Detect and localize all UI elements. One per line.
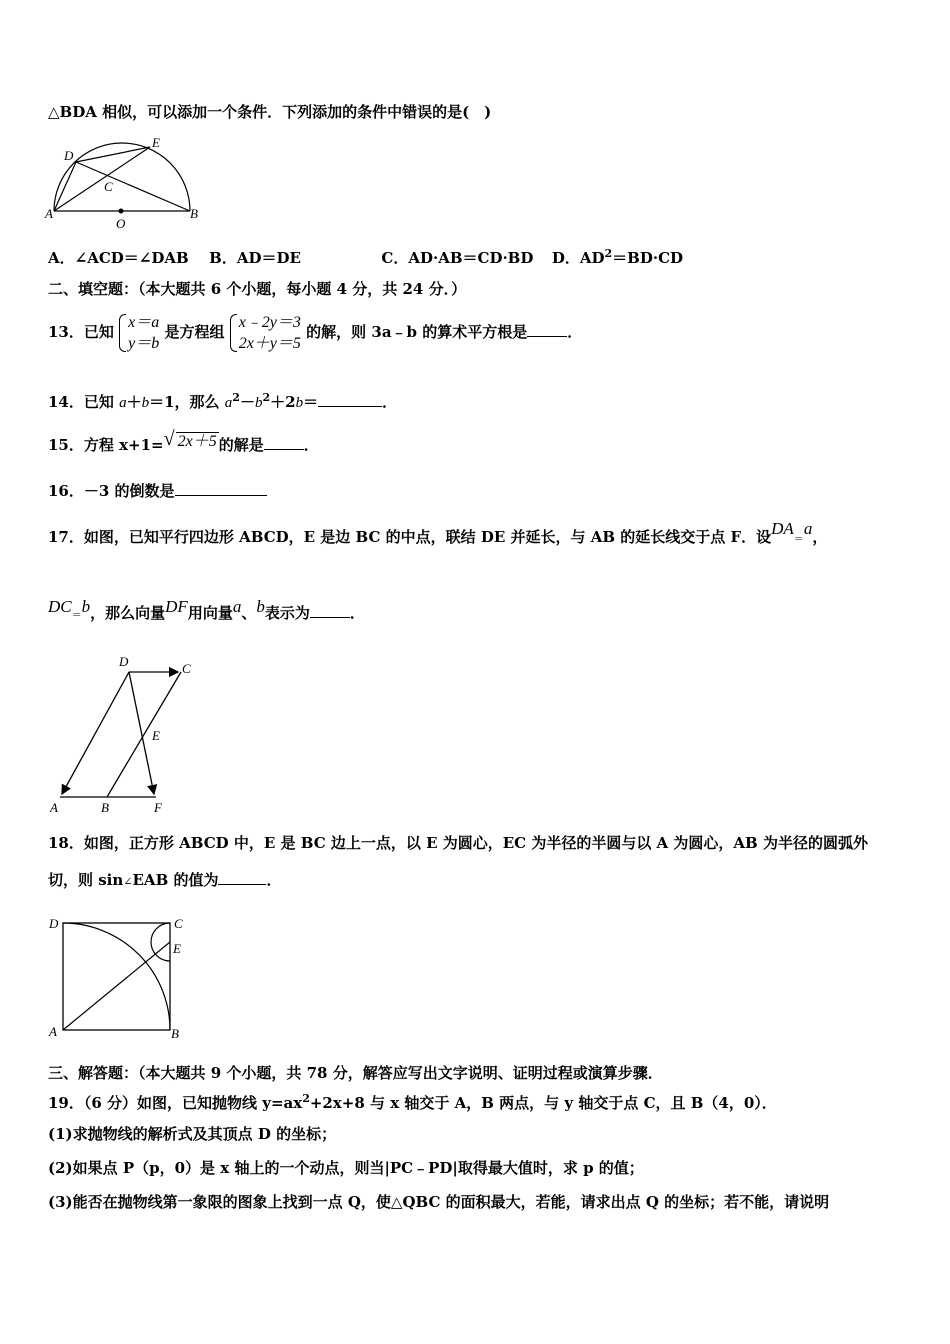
- q12-figure: [44, 138, 204, 230]
- option-b: B．AD＝DE: [209, 249, 301, 267]
- solution-system: x＝a y＝b: [119, 312, 159, 354]
- label-b: B: [101, 800, 109, 815]
- section2-heading: 二、填空题：（本大题共 6 个小题，每小题 4 分，共 24 分．）: [48, 280, 467, 298]
- q19-part2: (2)如果点 P（p，0）是 x 轴上的一个动点，则当|PC﹣PD|取得最大值时，求 p 的值；: [48, 1159, 644, 1177]
- label-e: E: [152, 138, 160, 150]
- q19-stem: 19．（6 分）如图，已知抛物线 $y=ax^2+2x+8$ 与 x 轴交于 A，B 两点，与 y 轴交于点 C，且 B（4，0）．: [48, 1092, 777, 1112]
- equation-system: x﹣2y＝3 2x＋y＝5: [230, 312, 301, 354]
- square-root: √ 2x＋5: [163, 428, 217, 450]
- label-e: E: [152, 728, 160, 743]
- q18-figure: [44, 908, 194, 1040]
- q13: 13．已知 x＝a y＝b 是方程组 x﹣2y＝3 2x＋y＝5 的解，则 3a﹣b 的算术平方根是 ．: [48, 314, 583, 352]
- label-f: F: [154, 800, 162, 815]
- vector-df-arrow: [129, 672, 154, 794]
- square-abcd: [63, 923, 170, 1030]
- segment-ae: [63, 942, 170, 1030]
- label-a: A: [49, 1024, 57, 1039]
- section3-heading: 三、解答题：（本大题共 9 个小题，共 78 分，解答应写出文字说明、证明过程或演算步骤．: [48, 1064, 663, 1082]
- q17-line1: 17．如图，已知平行四边形 ABCD，E 是边 BC 的中点，联结 DE 并延长，与 AB 的延长线交于点 F．设DA＝a，: [48, 519, 828, 546]
- label-c: C: [174, 916, 183, 931]
- center-o-dot: [119, 209, 124, 214]
- vector-df: DF: [165, 597, 188, 616]
- label-c: C: [182, 661, 191, 676]
- label-b: B: [190, 206, 198, 221]
- q18-line1: 18．如图，正方形 ABCD 中，E 是 BC 边上一点，以 E 为圆心，EC 为半径的半圆与以 A 为圆心，AB 为半径的圆弧外: [48, 834, 868, 852]
- q18-line2: 切，则 sin∠EAB 的值为 ．: [48, 871, 282, 889]
- label-c: C: [104, 179, 113, 194]
- label-o: O: [116, 216, 126, 230]
- option-c: C．AD·AB＝CD·BD: [381, 249, 534, 267]
- label-d: D: [119, 654, 129, 669]
- label-b: B: [171, 1026, 179, 1040]
- option-a: A．∠ACD＝∠DAB: [48, 249, 189, 267]
- label-a: A: [50, 800, 58, 815]
- q17-figure: [44, 652, 204, 818]
- option-d: D．$AD^2=BD\cdot CD$: [551, 247, 684, 267]
- q15: 15．方程 x+1= √ 2x＋5 的解是 ．: [48, 428, 319, 454]
- chord-db: [76, 162, 190, 211]
- q12-options: [48, 244, 683, 268]
- q17-line2: DC＝b，那么向量DF用向量a、b表示为 ．: [48, 597, 365, 622]
- label-e: E: [173, 941, 181, 956]
- label-d: D: [64, 148, 74, 163]
- q12-stem: △BDA 相似，可以添加一个条件．下列添加的条件中错误的是( ): [48, 103, 492, 121]
- vector-da: DA: [771, 519, 794, 538]
- arc-centered-a: [63, 923, 170, 1030]
- label-a: A: [45, 206, 53, 221]
- q14: 14．已知 a＋b＝1，那么 $a^2-b^2+2b=$ ．: [48, 391, 398, 411]
- label-d: D: [49, 916, 59, 931]
- q19-part1: (1)求抛物线的解析式及其顶点 D 的坐标；: [48, 1125, 337, 1143]
- q19-part3: (3)能否在抛物线第一象限的图象上找到一点 Q，使△QBC 的面积最大，若能，请求出点 Q 的坐标；若不能，请说明: [48, 1193, 830, 1211]
- q16: 16．－3 的倒数是: [48, 481, 267, 501]
- vector-dc: DC: [48, 597, 72, 616]
